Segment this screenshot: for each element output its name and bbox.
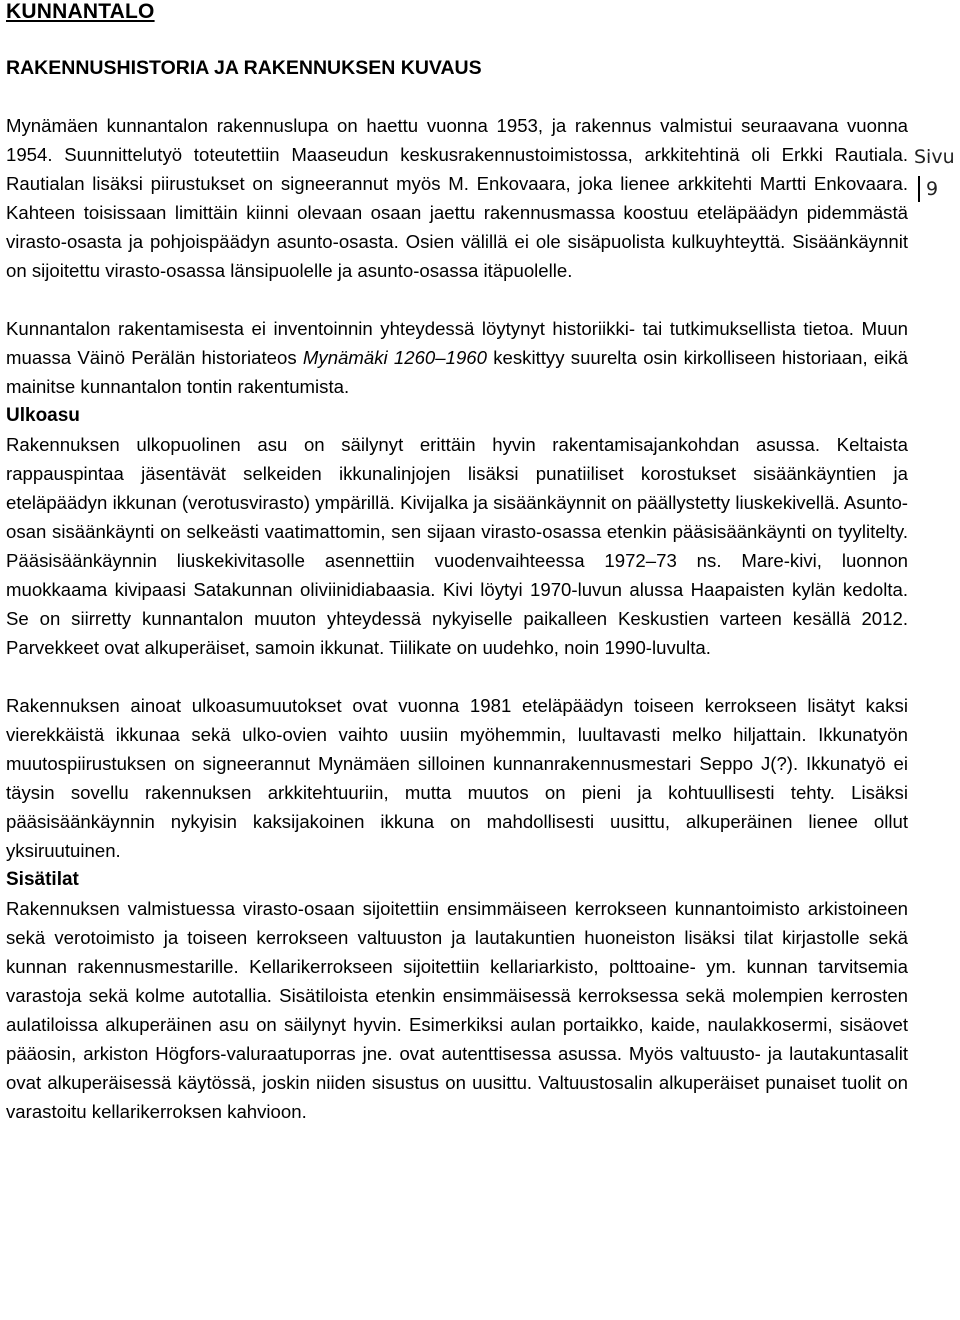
heading-sisatilat: Sisätilat — [6, 869, 79, 890]
page-number: 9 — [926, 178, 939, 200]
page-label: Sivu — [914, 146, 955, 168]
paragraph-exterior: Rakennuksen ulkopuolinen asu on säilynyt erittäin hyvin rakentamisajankohdan asussa. Keltaista rappauspintaa jäsentävät selkeiden ikkunalinjojen lisäksi punatiiliset korostukset sisäänkäyntien ja eteläpäädyn ikkunan (verotusvirasto) ympärillä. Kivijalka ja sisäänkäynnit on päällystetty liuskekivellä. Asunto-osan sisäänkäynti on selkeästi vaatimattomin, sen sijaan virasto-osassa etenkin pääsisäänkäynti on tyylitelty. Pääsisäänkäynnin liuskekivitasolle asennettiin vuodenvaihteessa 1972–73 ns. Mare-kivi, luonnon muokkaama kivipaasi Satakunnan oliviinidiabaasia. Kivi löytyi 1970-luvun alussa Haapaisten kylän kedolta. Se on siirretty kunnantalon muuton yhteydessä nykyiselle paikalleen Keskustien varteen kesällä 2012. Parvekkeet ovat alkuperäiset, samoin ikkunat. Tiilikate on uudehko, noin 1990-luvulta. — [6, 434, 908, 658]
paragraph-history: Mynämäen kunnantalon rakennuslupa on haettu vuonna 1953, ja rakennus valmistui seuraavana vuonna 1954. Suunnittelutyö toteutettiin Maaseudun keskusrakennustoimistossa, arkkitehtinä oli Erkki Rautiala. Rautialan lisäksi piirustukset on signeerannut myös M. Enkovaara, joka lienee arkkitehti Martti Enkovaara. Kahteen toisissaan limittäin kiinni olevaan osaan jaettu rakennusmassa koostuu eteläpäädyn pidemmästä virasto-osasta ja pohjoispäädyn asunto-osasta. Osien välillä ei ole sisäpuolista kulkuyhteyttä. Sisäänkäynnit on sijoitettu virasto-osassa länsipuolelle ja asunto-osassa itäpuolelle. — [6, 115, 908, 281]
document-page — [6, 0, 908, 1126]
paragraph-sources-text-b: keskittyy suurelta osin kirkolliseen historiaan, eikä mainitse kunnantalon tontin rakentumista. — [6, 347, 908, 397]
paragraph-exterior-changes: Rakennuksen ainoat ulkoasumuutokset ovat vuonna 1981 eteläpäädyn toiseen kerrokseen lisätyt kaksi vierekkäistä ikkunaa sekä ulko-ovien vaihto uusiin myöhemmin, luultavasti melko hiljattain. Ikkunatyön muutospiirustuksen on signeerannut Mynämäen silloinen kunnanrakennusmestari Seppo J(?). Ikkunatyö ei täysin sovellu rakennuksen arkkitehtuuriin, mutta muutos on pieni ja kohtuullisesti tehty. Lisäksi pääsisäänkäynnin nykyisin kaksijakoinen ikkuna on mahdollisesti uusittu, alkuperäinen lienee ollut yksiruutuinen. — [6, 695, 908, 861]
heading-ulkoasu: Ulkoasu — [6, 405, 80, 426]
paragraph-interior: Rakennuksen valmistuessa virasto-osaan sijoitettiin ensimmäiseen kerrokseen kunnantoimisto arkistoineen sekä verotoimisto ja toiseen kerrokseen valtuuston ja lautakuntien huoneiston lisäksi tilat kirjastolle sekä kunnan rakennusmestarille. Kellarikerrokseen sijoitettiin kellariarkisto, polttoaine- ym. kunnan tarvitsemia varastoja sekä kolme autotallia. Sisätiloista etenkin ensimmäisessä kerroksessa sekä molempien kerrosten aulatiloissa alkuperäinen asu on säilynyt hyvin. Esimerkiksi aulan portaikko, kaide, naulakkosermi, sisäovet pääosin, arkiston Högfors-valuraatuporras jne. ovat autenttisessa asussa. Myös valtuusto- ja lautakuntasalit ovat alkuperäisessä käytössä, joskin niiden sisustus on uusittu. Valtuustosalin alkuperäiset punaiset tuolit on varastoitu kellarikerroksen kahvioon. — [6, 898, 908, 1122]
page-divider — [918, 176, 920, 202]
book-title: Mynämäki 1260–1960 — [302, 347, 487, 368]
paragraph-sources — [6, 314, 908, 401]
page-title: KUNNANTALO — [6, 0, 155, 23]
section-title: RAKENNUSHISTORIA JA RAKENNUKSEN KUVAUS — [6, 57, 482, 79]
paragraph-sources-text-a: Kunnantalon rakentamisesta ei inventoinnin yhteydessä löytynyt historiikki- tai tutkimuksellista tietoa. Muun muassa Väinö Perälän historiateos — [6, 318, 908, 368]
page-indicator — [914, 146, 960, 200]
